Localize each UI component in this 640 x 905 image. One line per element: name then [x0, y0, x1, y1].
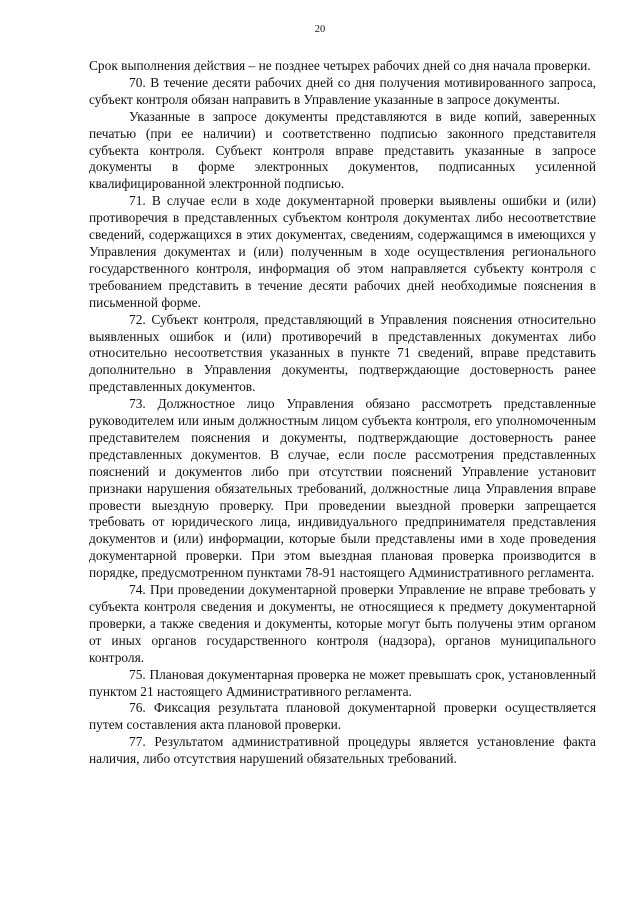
paragraph-74: 74. При проведении документарной проверки Управление не вправе требовать у субъекта контроля сведения и документы, не относящиеся к предмету документарной проверки, а также сведения и документы, которые могут быть получены этим органом от иных органов государственного контроля (надзора), органов муниципального контроля. [89, 582, 596, 665]
page-number: 20 [314, 24, 326, 35]
paragraph-71: 71. В случае если в ходе документарной проверки выявлены ошибки и (или) противоречия в представленных субъектом контроля документах либо несоответствие сведений, содержащихся в этих документах, сведениям, содержащимся в имеющихся у Управления документах и (или) полученным в ходе осуществления регионального государственного контроля, информация об этом направляется субъекту контроля с требованием представить в течение десяти рабочих дней необходимые пояснения в письменной форме. [89, 193, 596, 310]
document-body [89, 58, 596, 768]
paragraph-deadline: Срок выполнения действия – не позднее четырех рабочих дней со дня начала проверки. [89, 58, 591, 73]
paragraph-77: 77. Результатом административной процедуры является установление факта наличия, либо отсутствия нарушений обязательных требований. [89, 734, 596, 767]
paragraph-75: 75. Плановая документарная проверка не может превышать срок, установленный пунктом 21 настоящего Административного регламента. [89, 666, 596, 699]
paragraph-76: 76. Фиксация результата плановой документарной проверки осуществляется путем составления акта плановой проверки. [89, 700, 596, 733]
paragraph-70: 70. В течение десяти рабочих дней со дня получения мотивированного запроса, субъект контроля обязан направить в Управление указанные в запросе документы. [89, 74, 596, 107]
paragraph-73: 73. Должностное лицо Управления обязано рассмотреть представленные руководителем или иным должностным лицом субъекта контроля, его уполномоченным представителем пояснения и документы, подтверждающие достоверность ранее представленных документов. В случае, если после рассмотрения представленных пояснений и документов либо при отсутствии пояснений Управление установит признаки нарушения обязательных требований, должностные лица Управления вправе провести выездную проверку. При проведении выездной проверки запрещается требовать от юридического лица, индивидуального предпринимателя представления документов и (или) информации, которые были представлены ими в ходе проведения документарной проверки. При этом выездная плановая проверка производится в порядке, предусмотренном пунктами 78-91 настоящего Административного регламента. [89, 396, 596, 581]
paragraph-72: 72. Субъект контроля, представляющий в Управления пояснения относительно выявленных ошибок и (или) противоречий в представленных документах либо относительно несоответствия указанных в пункте 71 сведений, вправе представить дополнительно в Управления документы, подтверждающие достоверность ранее представленных документов. [89, 311, 596, 395]
paragraph-70-copies: Указанные в запросе документы представляются в виде копий, заверенных печатью (при ее наличии) и соответственно подписью законного представителя субъекта контроля. Субъект контроля вправе представить указанные в запросе документы в форме электронных документов, подписанных усиленной квалифицированной электронной подписью. [89, 108, 596, 192]
